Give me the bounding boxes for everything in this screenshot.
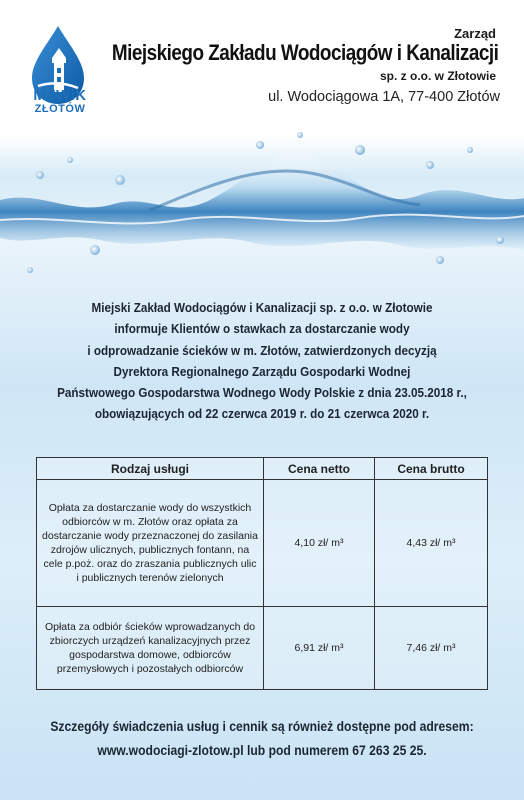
service-description: Opłata za odbiór ścieków wprowadzanych do zbiorczych urządzeń kanalizacyjnych przez gospodarstwa domowe, odbiorców przemysłowych i pozostałych odbiorców bbox=[37, 607, 264, 690]
header-zarzad: Zarząd bbox=[454, 26, 496, 41]
service-description: Opłata za dostarczanie wody do wszystkich odbiorców w m. Złotów oraz opłata za dostarczanie wody przeznaczonej do zasilania zdrojów ulicznych, publicznych fontann, na cele p.poż. oraz do zraszania publicznych ulic i publicznych terenów zielonych bbox=[37, 480, 264, 607]
gross-price: 4,43 zł/ m³ bbox=[375, 480, 488, 607]
water-splash-image bbox=[0, 120, 524, 290]
footer-contact-line[interactable]: www.wodociagi-zlotow.pl lub pod numerem 67 263 25 25. bbox=[97, 743, 427, 758]
header-legal-form: sp. z o.o. w Złotowie bbox=[380, 69, 496, 83]
price-table bbox=[36, 457, 488, 690]
column-header-gross-price: Cena brutto bbox=[375, 458, 488, 480]
intro-line: Dyrektora Regionalnego Zarządu Gospodarki Wodnej bbox=[113, 363, 411, 379]
intro-line: obowiązujących od 22 czerwca 2019 r. do 21 czerwca 2020 r. bbox=[94, 406, 430, 422]
intro-text bbox=[14, 297, 510, 425]
table-row bbox=[37, 480, 488, 607]
table-header-row bbox=[37, 458, 488, 480]
logo-line-2: ZŁOTÓW bbox=[34, 103, 86, 115]
table-row bbox=[37, 607, 488, 690]
intro-line: Miejski Zakład Wodociągów i Kanalizacji sp. z o.o. w Złotowie bbox=[91, 300, 433, 315]
footer-text bbox=[8, 715, 516, 763]
logo-text bbox=[24, 88, 96, 115]
column-header-service: Rodzaj usługi bbox=[37, 458, 264, 480]
intro-line: i odprowadzanie ścieków w m. Złotów, zatwierdzonych decyzją bbox=[87, 342, 437, 358]
logo-line-1: MZWiK bbox=[33, 87, 87, 104]
net-price: 4,10 zł/ m³ bbox=[264, 480, 375, 607]
gross-price: 7,46 zł/ m³ bbox=[375, 607, 488, 690]
intro-line: informuje Klientów o stawkach za dostarczanie wody bbox=[114, 321, 410, 337]
net-price: 6,91 zł/ m³ bbox=[264, 607, 375, 690]
column-header-net-price: Cena netto bbox=[264, 458, 375, 480]
header-company-name: Miejskiego Zakładu Wodociągów i Kanalizacji bbox=[111, 40, 498, 65]
intro-line: Państwowego Gospodarstwa Wodnego Wody Polskie z dnia 23.05.2018 r., bbox=[57, 385, 467, 401]
footer-line: Szczegóły świadczenia usług i cennik są również dostępne pod adresem: bbox=[50, 719, 474, 734]
header-address: ul. Wodociągowa 1A, 77-400 Złotów bbox=[268, 89, 500, 105]
